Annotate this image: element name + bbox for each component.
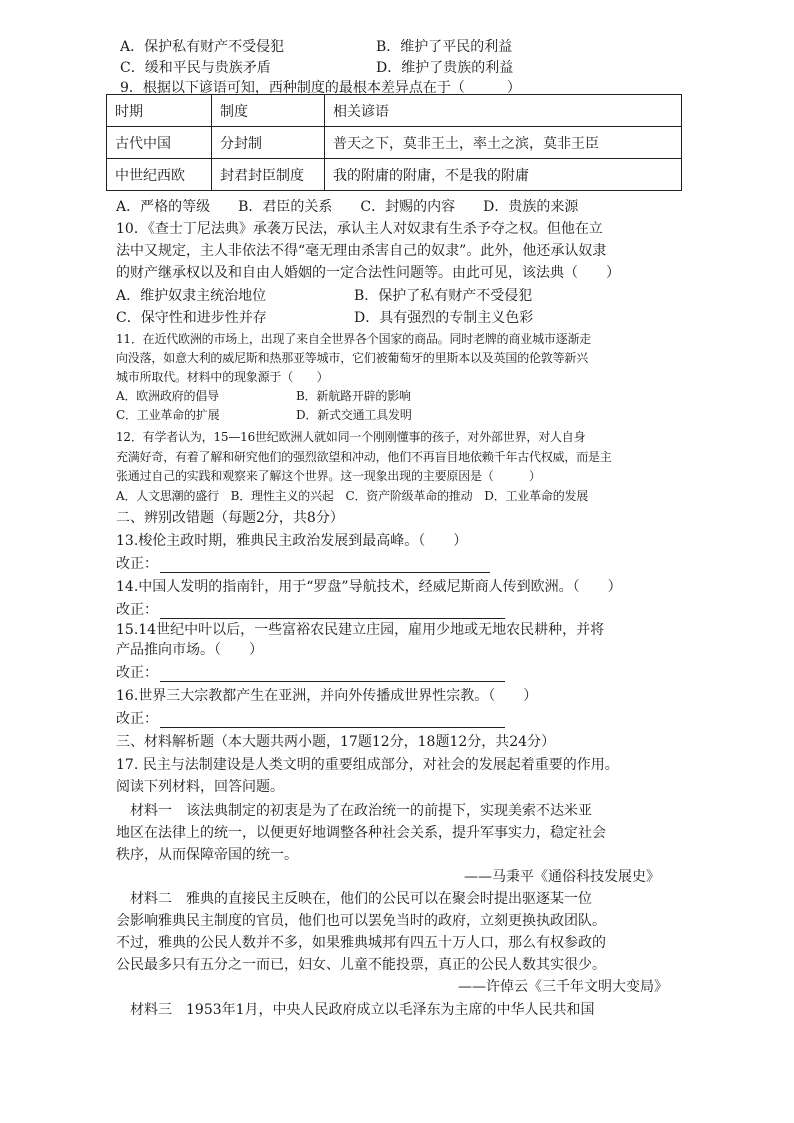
- q8-option-a: A．保护私有财产不受侵犯: [120, 39, 285, 55]
- q14-correction: [116, 599, 505, 619]
- q9-options: A．严格的等级 B．君臣的关系 C．封赐的内容 D．贵族的来源: [116, 199, 579, 215]
- q11-line-1: 11．在近代欧洲的市场上，出现了来自全世界各个国家的商品。同时老牌的商业城市逐渐走: [116, 332, 592, 346]
- table-cell: 分封制: [212, 127, 325, 159]
- q11-option-d: D．新式交通工具发明: [296, 408, 412, 422]
- q8-option-b: B．维护了平民的利益: [376, 39, 513, 55]
- q10-option-d: D．具有强烈的专制主义色彩: [354, 310, 534, 326]
- material-2-line-1: 材料二 雅典的直接民主反映在，他们的公民可以在聚会时提出驱逐某一位: [130, 891, 592, 907]
- answer-line[interactable]: [160, 713, 505, 728]
- table-header-row: [107, 95, 682, 127]
- table-header: 制度: [212, 95, 325, 127]
- q11-line-3: 城市所取代。材料中的现象源于（ ）: [116, 370, 329, 384]
- q9-stem: 9．根据以下谚语可知，西种制度的最根本差异点在于（ ）: [120, 80, 521, 96]
- table-row: [107, 127, 682, 159]
- q10-line-2: 法中又规定，主人非依法不得“毫无理由杀害自己的奴隶”。此外，他还承认奴隶: [116, 243, 607, 259]
- material-1-line-3: 秩序，从而保障帝国的统一。: [116, 847, 298, 863]
- table-row: [107, 159, 682, 191]
- material-2-line-3: 不过，雅典的公民人数并不多，如果雅典城邦有四五十万人口，那么有权参政的: [116, 935, 606, 951]
- q15-correction: [116, 662, 505, 682]
- q12-options: A．人文思潮的盛行 B．理性主义的兴起 C．资产阶级革命的推动 D．工业革命的发展: [116, 489, 589, 503]
- q11-option-c: C．工业革命的扩展: [116, 408, 220, 422]
- table-header: 时期: [107, 95, 212, 127]
- q13-text: 13.梭伦主政时期，雅典民主政治发展到最高峰。（ ）: [116, 533, 468, 549]
- q12-line-1: 12．有学者认为，15—16世纪欧洲人就如同一个刚刚懂事的孩子，对外部世界，对人自身: [116, 430, 586, 444]
- table-header: 相关谚语: [325, 95, 682, 127]
- q16-correction: [116, 708, 505, 728]
- material-1-line-2: 地区在法律上的统一，以便更好地调整各种社会关系，提升军事实力，稳定社会: [116, 825, 606, 841]
- q17-line-1: 17. 民主与法制建设是人类文明的重要组成部分，对社会的发展起着重要的作用。: [116, 757, 619, 773]
- material-1-source: ——马秉平《通俗科技发展史》: [464, 869, 660, 885]
- q14-text: 14.中国人发明的指南针，用于“罗盘”导航技术，经威尼斯商人传到欧洲。（ ）: [116, 579, 622, 595]
- q9-table: [106, 94, 682, 191]
- correction-label: 改正：: [116, 665, 158, 681]
- answer-line[interactable]: [160, 604, 505, 619]
- q12-line-2: 充满好奇，有着了解和研究他们的强烈欲望和冲动，他们不再盲目地依赖千年古代权威，而是主: [116, 450, 612, 464]
- correction-label: 改正：: [116, 556, 158, 572]
- correction-label: 改正：: [116, 602, 158, 618]
- table-cell: 封君封臣制度: [212, 159, 325, 191]
- q13-correction: [116, 553, 490, 573]
- q15-line-1: 15.14世纪中叶以后，一些富裕农民建立庄园，雇用少地或无地农民耕种，并将: [116, 622, 605, 638]
- material-2-source: ——许倬云《三千年文明大变局》: [458, 979, 668, 995]
- q12-line-3: 张通过自己的实践和观察来了解这个世界。这一现象出现的主要原因是（ ）: [116, 469, 541, 483]
- q16-text: 16.世界三大宗教都产生在亚洲，并向外传播成世界性宗教。（ ）: [116, 688, 538, 704]
- q10-option-a: A．维护奴隶主统治地位: [116, 288, 267, 304]
- correction-label: 改正：: [116, 711, 158, 727]
- q10-line-3: 的财产继承权以及和自由人婚姻的一定合法性问题等。由此可见，该法典（ ）: [116, 265, 620, 281]
- material-3-line-1: 材料三 1953年1月，中央人民政府成立以毛泽东为主席的中华人民共和国: [130, 1002, 595, 1018]
- section-3-heading: 三、材料解析题（本大题共两小题，17题12分，18题12分，共24分）: [116, 734, 556, 750]
- table-cell: 古代中国: [107, 127, 212, 159]
- q11-line-2: 向没落，如意大利的威尼斯和热那亚等城市，它们被葡萄牙的里斯本以及英国的伦敦等新兴: [116, 351, 589, 365]
- q10-option-b: B．保护了私有财产不受侵犯: [354, 288, 533, 304]
- table-cell: 普天之下，莫非王土，率土之滨，莫非王臣: [325, 127, 682, 159]
- q11-option-b: B．新航路开辟的影响: [296, 389, 411, 403]
- answer-line[interactable]: [160, 667, 505, 682]
- q15-line-2: 产品推向市场。（ ）: [116, 642, 263, 658]
- answer-line[interactable]: [160, 558, 490, 573]
- material-2-line-2: 会影响雅典民主制度的官员，他们也可以罢免当时的政府，立刻更换执政团队。: [116, 913, 606, 929]
- q17-line-2: 阅读下列材料，回答问题。: [116, 779, 284, 795]
- q11-option-a: A．欧洲政府的倡导: [116, 389, 219, 403]
- q8-option-c: C．缓和平民与贵族矛盾: [120, 60, 271, 76]
- q8-option-d: D．维护了贵族的利益: [376, 60, 514, 76]
- material-2-line-4: 公民最多只有五分之一而已，妇女、儿童不能投票，真正的公民人数其实很少。: [116, 957, 606, 973]
- q10-line-1: 10．《查士丁尼法典》承袭万民法，承认主人对奴隶有生杀予夺之权。但他在立: [116, 221, 603, 237]
- table-cell: 中世纪西欧: [107, 159, 212, 191]
- q10-option-c: C．保守性和进步性并存: [116, 310, 267, 326]
- section-2-heading: 二、辨别改错题（每题2分，共8分）: [116, 510, 344, 526]
- material-1-line-1: 材料一 该法典制定的初衷是为了在政治统一的前提下，实现美索不达米亚: [130, 803, 592, 819]
- table-cell: 我的附庸的附庸，不是我的附庸: [325, 159, 682, 191]
